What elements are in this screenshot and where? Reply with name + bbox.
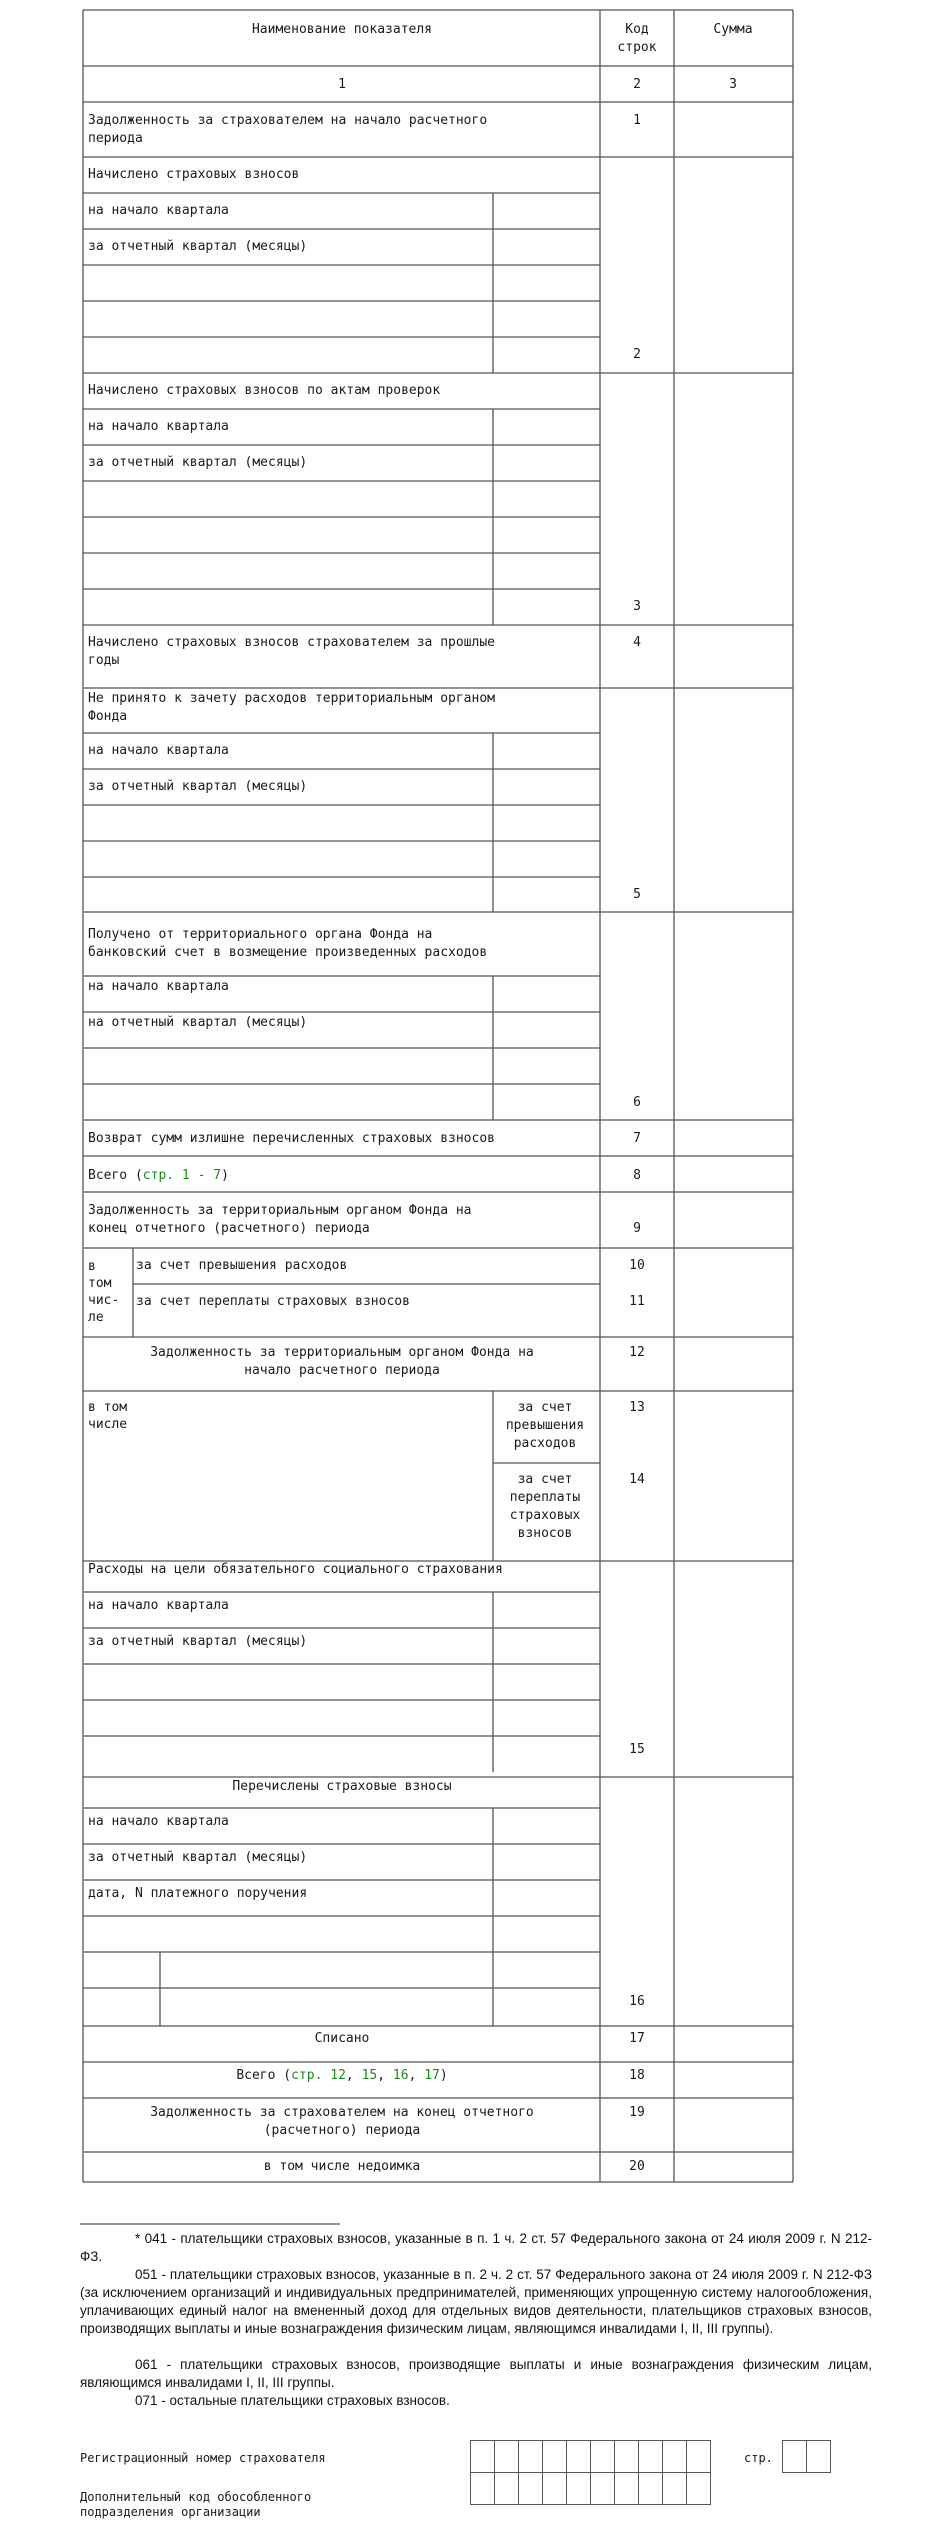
row19-line2: (расчетного) периода (263, 2123, 421, 2138)
row3-sub1: на начало квартала (88, 419, 229, 434)
footnote-071: 071 - остальные плательщики страховых взносов. (135, 2393, 450, 2408)
code-6: 6 (633, 1095, 641, 1110)
extra-cell[interactable] (495, 2473, 519, 2505)
incl-b-2: числе (88, 1417, 128, 1432)
code-19: 19 (629, 2105, 645, 2120)
extra-cell[interactable] (471, 2473, 495, 2505)
row2-title: Начислено страховых взносов (88, 167, 300, 182)
header-code-1: Код (625, 22, 649, 37)
reg-number-label: Регистрационный номер страхователя (80, 2451, 326, 2465)
row14-l1: за счет (517, 1472, 573, 1487)
row18-link-3[interactable]: 16 (392, 2068, 409, 2083)
incl-b-1: в том (88, 1400, 128, 1415)
extra-cell[interactable] (567, 2473, 591, 2505)
header-code-2: строк (617, 40, 657, 55)
code-3: 3 (633, 599, 641, 614)
row15-title: Расходы на цели обязательного социального страхования (88, 1562, 503, 1577)
extra-cell[interactable] (615, 2473, 639, 2505)
incl-a-2: том (88, 1276, 112, 1291)
row9-line1: Задолженность за территориальным органом Фонда на (88, 1203, 472, 1218)
row2-sub2: за отчетный квартал (месяцы) (88, 239, 308, 254)
row6-sub2: на отчетный квартал (месяцы) (88, 1015, 308, 1030)
code-2: 2 (633, 347, 641, 362)
code-10: 10 (629, 1258, 645, 1273)
row17-title: Списано (314, 2031, 370, 2046)
reg-number-grid (470, 2440, 711, 2505)
row13-l1: за счет (517, 1400, 573, 1415)
row16-sub3: дата, N платежного поручения (88, 1886, 308, 1901)
row11-label: за счет переплаты страховых взносов (136, 1294, 410, 1309)
row18-link-4[interactable]: 17 (424, 2068, 440, 2083)
code-8: 8 (633, 1168, 641, 1183)
row18-link-1[interactable]: стр. 12 (291, 2068, 346, 2083)
row8-link[interactable]: стр. 1 - 7 (142, 1168, 222, 1183)
row16-sub1: на начало квартала (88, 1814, 229, 1829)
row4-line1: Начислено страховых взносов страхователем за прошлые (88, 635, 495, 650)
row16-sub2: за отчетный квартал (месяцы) (88, 1850, 308, 1865)
row8-total: Всего (стр. 1 - 7) (88, 1168, 229, 1183)
row14-l4: взносов (517, 1526, 573, 1541)
row1-line1: Задолженность за страхователем на начало расчетного (88, 113, 488, 128)
row15-sub1: на начало квартала (88, 1598, 229, 1613)
code-7: 7 (633, 1131, 641, 1146)
code-9: 9 (633, 1221, 641, 1236)
extra-cell[interactable] (687, 2473, 711, 2505)
row18-link-2[interactable]: 15 (361, 2068, 378, 2083)
incl-a-3: чис- (88, 1293, 120, 1308)
row10-label: за счет превышения расходов (136, 1258, 348, 1273)
row6-line1: Получено от территориального органа Фонда на (88, 927, 433, 942)
code-20: 20 (629, 2159, 645, 2174)
reg-cell[interactable] (471, 2441, 495, 2473)
row5-line1: Не принято к зачету расходов территориальным органом (88, 691, 495, 706)
row12-line2: начало расчетного периода (244, 1363, 440, 1378)
row7-line1: Возврат сумм излишне перечисленных страховых взносов (88, 1131, 495, 1146)
footnote-061: 061 - плательщики страховых взносов, производящие выплаты и иные вознаграждения физическим лицам, являющимся инвалидами I, II, III группы. (80, 2357, 872, 2390)
row13-l3: расходов (513, 1436, 577, 1451)
extra-cell[interactable] (639, 2473, 663, 2505)
row12-line1: Задолженность за территориальным органом Фонда на (150, 1345, 534, 1360)
row14-l2: переплаты (509, 1490, 581, 1505)
row18-total: Всего (стр. 12, 15, 16, 17) (236, 2068, 448, 2083)
footnote-051: 051 - плательщики страховых взносов, указанные в п. 2 ч. 2 ст. 57 Федерального закона от 24 июля 2009 г. N 212-ФЗ (за исключением организаций и индивидуальных предпринимателей, применяющих упрощенную систему налогообложения, уплачивающих единый налог на вмененный доход для отдельных видов деятельности, плательщиков страховых взносов, производящих выплаты и иные вознаграждения физическим лицам, являющимся инвалидами I, II, III группы). (80, 2267, 872, 2336)
colnum-1: 1 (338, 77, 346, 92)
row5-line2: Фонда (88, 709, 128, 724)
row19-line1: Задолженность за страхователем на конец отчетного (150, 2105, 534, 2120)
page-cell[interactable] (807, 2441, 831, 2473)
reg-cell[interactable] (519, 2441, 543, 2473)
code-17: 17 (629, 2031, 645, 2046)
extra-cell[interactable] (543, 2473, 567, 2505)
code-13: 13 (629, 1400, 645, 1415)
row16-title: Перечислены страховые взносы (232, 1779, 452, 1794)
row6-line2: банковский счет в возмещение произведенных расходов (88, 945, 488, 960)
extra-cell[interactable] (591, 2473, 615, 2505)
row20-title: в том числе недоимка (263, 2159, 421, 2174)
reg-cell[interactable] (615, 2441, 639, 2473)
incl-a-4: ле (88, 1310, 104, 1325)
reg-cell[interactable] (663, 2441, 687, 2473)
row15-sub2: за отчетный квартал (месяцы) (88, 1634, 308, 1649)
row5-sub2: за отчетный квартал (месяцы) (88, 779, 308, 794)
row14-l3: страховых (509, 1508, 581, 1523)
page-number-grid (782, 2440, 831, 2473)
code-12: 12 (629, 1345, 645, 1360)
code-1: 1 (633, 113, 641, 128)
reg-cell[interactable] (639, 2441, 663, 2473)
reg-cell[interactable] (543, 2441, 567, 2473)
colnum-3: 3 (729, 77, 737, 92)
row6-sub1: на начало квартала (88, 979, 229, 994)
row9-line2: конец отчетного (расчетного) периода (88, 1221, 370, 1236)
code-4: 4 (633, 635, 641, 650)
row13-l2: превышения (505, 1418, 585, 1433)
reg-cell[interactable] (687, 2441, 711, 2473)
colnum-2: 2 (633, 77, 641, 92)
header-name: Наименование показателя (251, 22, 433, 37)
reg-cell[interactable] (591, 2441, 615, 2473)
extra-cell[interactable] (519, 2473, 543, 2505)
row5-sub1: на начало квартала (88, 743, 229, 758)
incl-a-1: в (88, 1259, 96, 1274)
code-11: 11 (629, 1294, 645, 1309)
footnote-041: * 041 - плательщики страховых взносов, указанные в п. 1 ч. 2 ст. 57 Федерального закона от 24 июля 2009 г. N 212-ФЗ. (80, 2231, 872, 2264)
page-cell[interactable] (783, 2441, 807, 2473)
extra-cell[interactable] (663, 2473, 687, 2505)
reg-cell[interactable] (567, 2441, 591, 2473)
header-sum: Сумма (713, 22, 753, 37)
extra-code-label: Дополнительный код обособленного подразделения организации (80, 2490, 312, 2519)
code-15: 15 (629, 1742, 645, 1757)
reg-cell[interactable] (495, 2441, 519, 2473)
code-18: 18 (629, 2068, 645, 2083)
row4-line2: годы (88, 653, 120, 668)
code-16: 16 (629, 1994, 645, 2009)
row3-sub2: за отчетный квартал (месяцы) (88, 455, 308, 470)
code-14: 14 (629, 1472, 645, 1487)
row3-title: Начислено страховых взносов по актам проверок (88, 383, 441, 398)
page-label: стр. (744, 2451, 773, 2465)
row2-sub1: на начало квартала (88, 203, 229, 218)
code-5: 5 (633, 887, 641, 902)
row1-line2: периода (88, 131, 143, 146)
